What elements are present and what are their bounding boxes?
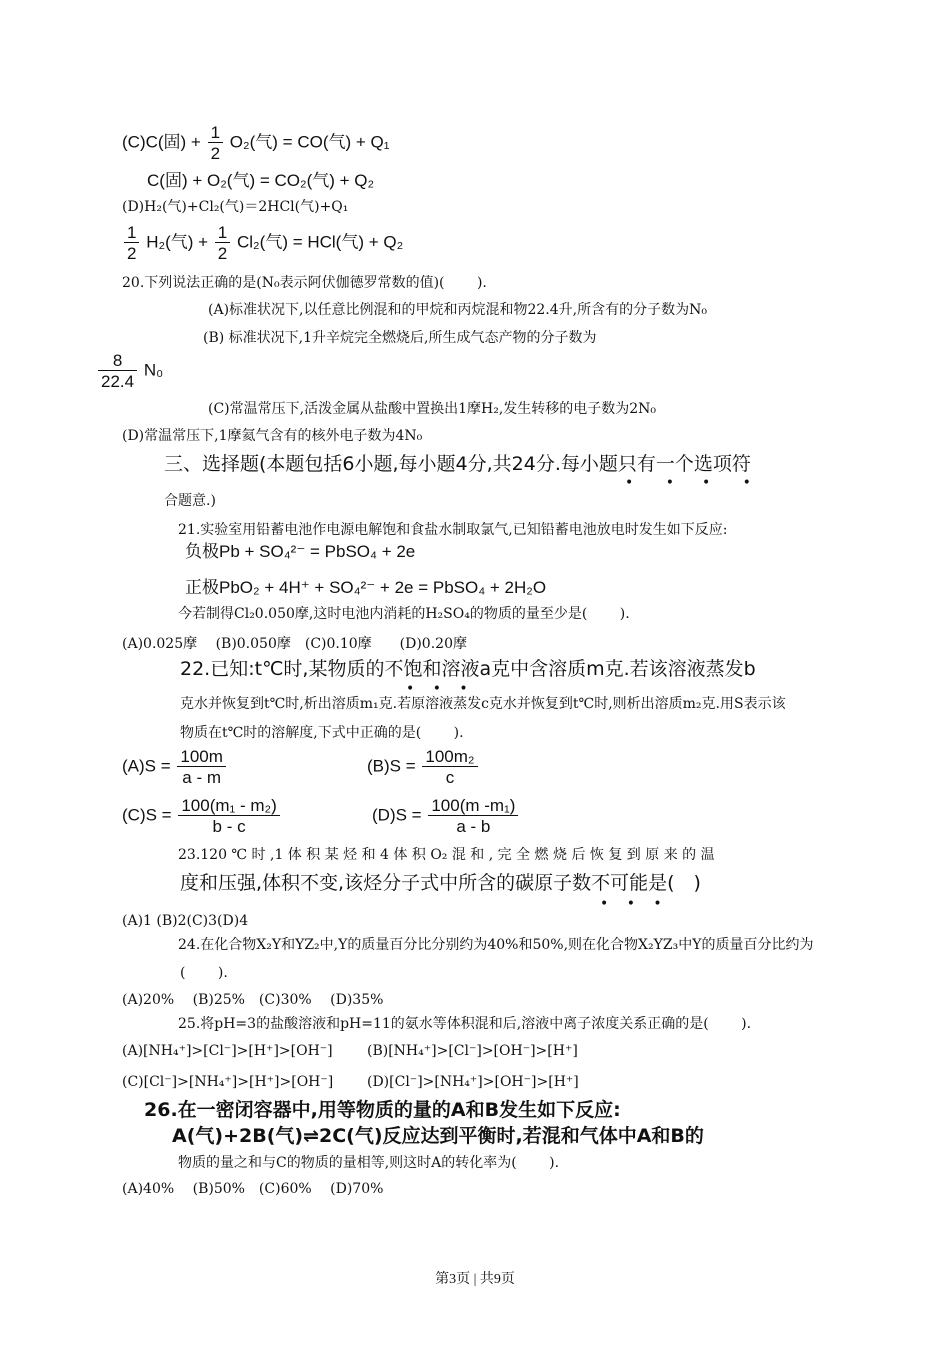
q21-positive-electrode: 正极PbO₂ + 4H⁺ + SO₄²⁻ + 2e = PbSO₄ + 2H₂O: [185, 578, 547, 597]
q24-stem: 24.在化合物X₂Y和YZ₂中,Y的质量百分比分别约为40%和50%,则在化合物X₂YZ₃中Y的质量百分比约为: [178, 937, 814, 953]
fraction: $\frac{1}{2}$: [208, 124, 223, 162]
section-title-cont: 合题意.): [164, 493, 216, 509]
q21-ask: 今若制得Cl₂0.050摩,这时电池内消耗的H₂SO₄的物质的量至少是( ).: [178, 606, 630, 622]
q20-option-b: (B) 标准状况下,1升辛烷完全燃烧后,所生成气态产物的分子数为: [203, 330, 597, 346]
q26-line2: A(气)+2B(气)⇌2C(气)反应达到平衡时,若混和气体中A和B的: [172, 1125, 704, 1147]
q26-stem: 26.在一密闭容器中,用等物质的量的A和B发生如下反应:: [144, 1099, 621, 1121]
q22-line2: 克水并恢复到t℃时,析出溶质m₁克.若原溶液蒸发c克水并恢复到t℃时,则析出溶质m₂克.用S表示该: [180, 696, 786, 712]
q23-options: (A)1 (B)2(C)3(D)4: [122, 913, 249, 929]
q23-line2: 度和压强,体积不变,该烃分子式中所含的碳原子数不可能是( ): [180, 872, 701, 894]
q21-stem: 21.实验室用铅蓄电池作电源电解饱和食盐水制取氯气,已知铅蓄电池放电时发生如下反应:: [178, 522, 728, 538]
q20-option-b-fraction: $\frac{8}{22.4}$ N₀: [96, 352, 163, 390]
emphasis-dots: • • • •: [625, 475, 751, 491]
q19-option-d-line2: $\frac{1}{2}$ H₂(气) + $\frac{1}{2}$ Cl₂(气) = HCl(气) + Q₂: [122, 224, 403, 262]
q19-option-c-line1: (C)C(固) + $\frac{1}{2}$ O₂(气) = CO(气) + Q₁: [122, 123, 390, 163]
q20-option-d: (D)常温常压下,1摩氦气含有的核外电子数为4N₀: [122, 428, 423, 444]
q22-line3: 物质在t℃时的溶解度,下式中正确的是( ).: [180, 725, 464, 741]
q26-line3: 物质的量之和与C的物质的量相等,则这时A的转化率为( ).: [178, 1155, 560, 1171]
q20-option-c: (C)常温常压下,活泼金属从盐酸中置换出1摩H₂,发生转移的电子数为2N₀: [208, 401, 657, 417]
q22-option-d: (D)S = $\frac{\text{100(m -m₁)}}{a - b}$: [372, 797, 520, 835]
q19-option-d-line1: (D)H₂(气)+Cl₂(气)＝2HCl(气)+Q₁: [122, 199, 349, 215]
q25-option-d: (D)[Cl⁻]>[NH₄⁺]>[OH⁻]>[H⁺]: [367, 1074, 579, 1090]
q22-option-b: (B)S = $\frac{\text{100m₂}}{c}$: [367, 748, 480, 786]
q21-negative-electrode: 负极Pb + SO₄²⁻ = PbSO₄ + 2e: [185, 542, 416, 561]
q22-option-c: (C)S = $\frac{\text{100(m₁ - m₂)}}{b - c}$: [122, 797, 282, 835]
q22-option-a: (A)S = $\frac{100m}{a - m}$: [122, 748, 228, 786]
q25-option-c: (C)[Cl⁻]>[NH₄⁺]>[H⁺]>[OH⁻]: [122, 1074, 334, 1090]
q26-options: (A)40% (B)50% (C)60% (D)70%: [122, 1181, 384, 1197]
q25-option-b: (B)[NH₄⁺]>[Cl⁻]>[OH⁻]>[H⁺]: [367, 1043, 578, 1059]
q24-line2: ( ).: [180, 965, 228, 981]
q20-stem: 20.下列说法正确的是(N₀表示阿伏伽德罗常数的值)( ).: [122, 275, 487, 291]
q25-option-a: (A)[NH₄⁺]>[Cl⁻]>[H⁺]>[OH⁻]: [122, 1043, 333, 1059]
q23-stem: 23.120 ℃ 时 ,1 体 积 某 烃 和 4 体 积 O₂ 混 和 , 完 全 燃 烧 后 恢 复 到 原 来 的 温: [178, 847, 715, 863]
q21-options: (A)0.025摩 (B)0.050摩 (C)0.10摩 (D)0.20摩: [122, 636, 467, 652]
q19-option-c-line2: C(固) + O₂(气) = CO₂(气) + Q₂: [147, 171, 375, 190]
page-footer: 第3页 | 共9页: [435, 1272, 515, 1287]
emphasis-dots: • • •: [406, 681, 468, 697]
q25-stem: 25.将pH=3的盐酸溶液和pH=11的氨水等体积混和后,溶液中离子浓度关系正确的是( ).: [178, 1016, 752, 1032]
q20-option-a: (A)标准状况下,以任意比例混和的甲烷和丙烷混和物22.4升,所含有的分子数为N₀: [208, 302, 707, 318]
emphasis-dots: • • •: [600, 896, 662, 912]
q24-options: (A)20% (B)25% (C)30% (D)35%: [122, 992, 384, 1008]
section-title: 三、选择题(本题包括6小题,每小题4分,共24分.每小题只有一个选项符: [164, 453, 751, 475]
q22-stem: 22.已知:t℃时,某物质的不饱和溶液a克中含溶质m克.若该溶液蒸发b: [180, 658, 756, 680]
